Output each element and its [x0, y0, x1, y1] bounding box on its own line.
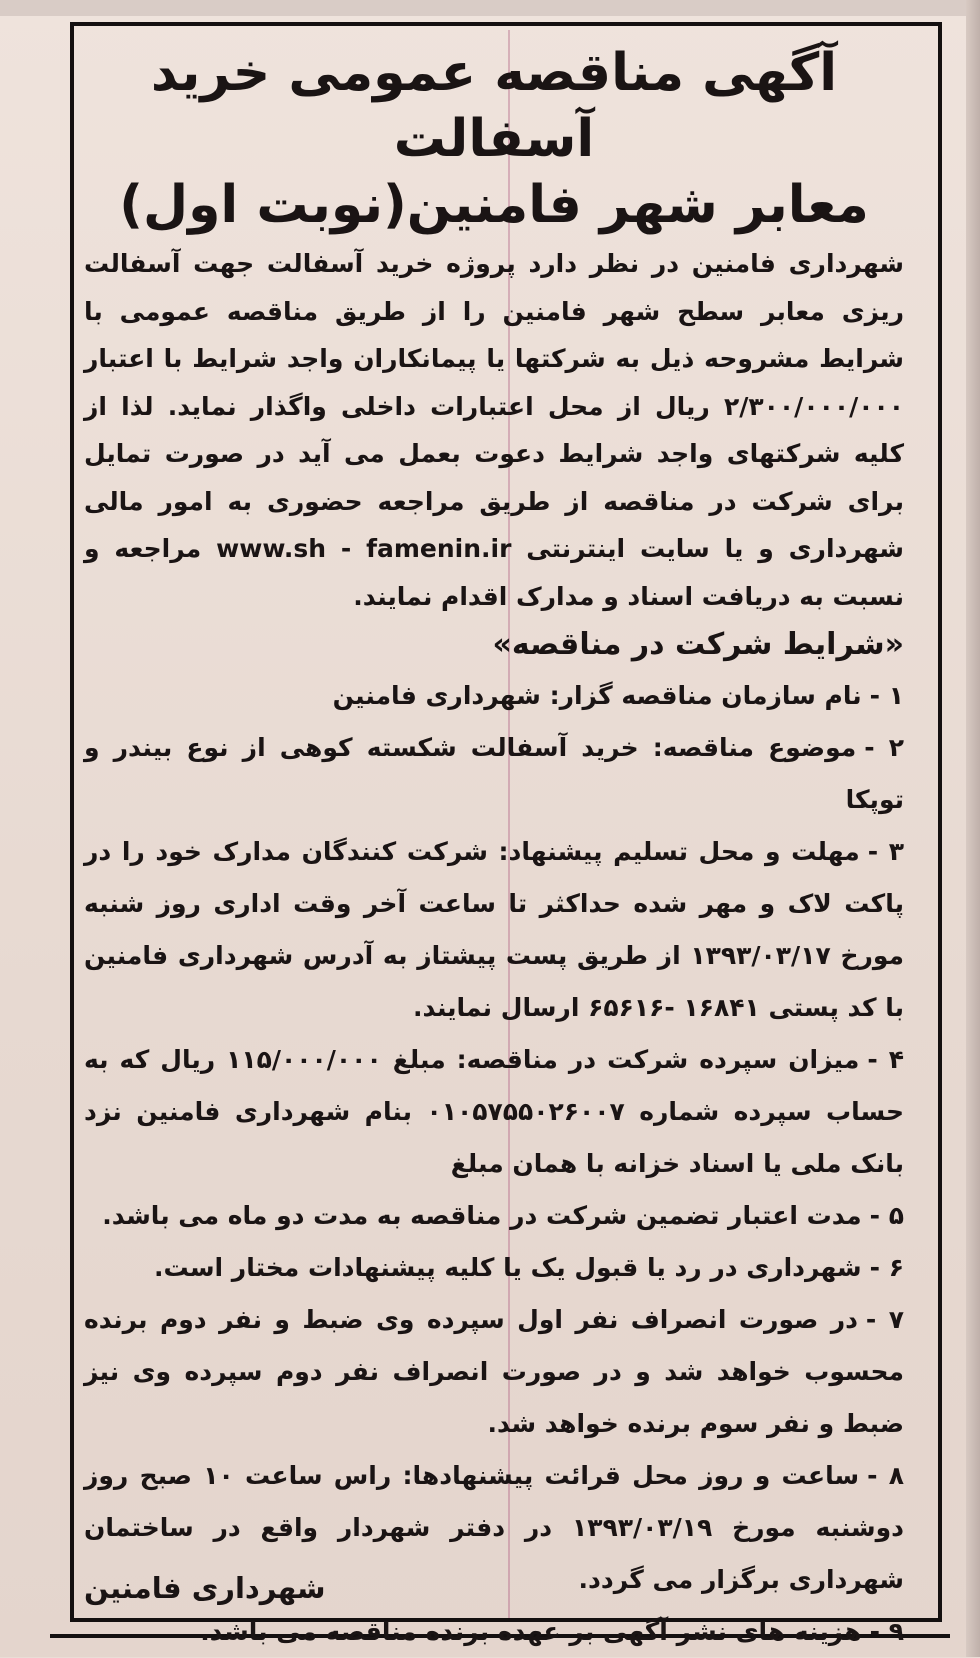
- item-text: در صورت انصراف نفر اول سپرده وی ضبط و نفر دوم برنده محسوب خواهد شد و در صورت انصراف نفر دوم سپرده وی نیز ضبط و نفر سوم برنده خواهد شد.: [84, 1305, 904, 1438]
- title-line-2: معابر شهر فامنین(نوبت اول): [119, 175, 869, 235]
- notice-footer: [84, 1566, 904, 1610]
- item-text: میزان سپرده شرکت در مناقصه: مبلغ ۱۱۵/۰۰۰/۰۰۰ ریال که به حساب سپرده شماره ۰۱۰۵۷۵۵۰۲۶۰۰۷ بنام شهرداری فامنین نزد بانک ملی یا اسناد خزانه با همان مبلغ: [84, 1045, 904, 1178]
- intro-paragraph: [84, 240, 904, 620]
- item-number: ۱ -: [869, 681, 904, 710]
- item-number: ۷ -: [865, 1305, 904, 1334]
- item-number: ۳ -: [867, 837, 904, 866]
- item-number: ۶ -: [869, 1253, 904, 1282]
- condition-item-7: [84, 1294, 904, 1450]
- item-text: مهلت و محل تسلیم پیشنهاد: شرکت کنندگان مدارک خود را در پاکت لاک و مهر شده حداکثر تا ساعت آخر وقت اداری روز شنبه مورخ ۱۳۹۳/۰۳/۱۷ از طریق پست پیشتاز به آدرس شهرداری فامنین با کد پستی ۱۶۸۴۱ -۶۵۶۱۶ ارسال نمایند.: [84, 837, 904, 1022]
- condition-item-1: [84, 670, 904, 722]
- signature: شهرداری فامنین: [84, 1571, 326, 1605]
- item-number: ۴ -: [867, 1045, 904, 1074]
- item-text: موضوع مناقصه: خرید آسفالت شکسته کوهی از نوع بیندر و توپکا: [84, 733, 904, 814]
- condition-item-6: [84, 1242, 904, 1294]
- conditions-heading: «شرایط شرکت در مناقصه»: [492, 627, 904, 662]
- condition-item-3: [84, 826, 904, 1034]
- condition-item-5: [84, 1190, 904, 1242]
- item-number: ۵ -: [869, 1201, 904, 1230]
- condition-item-4: [84, 1034, 904, 1190]
- item-text: ساعت و روز محل قرائت پیشنهادها: راس ساعت ۱۰ صبح روز دوشنبه مورخ ۱۳۹۳/۰۳/۱۹ در دفتر شهردار واقع در ساختمان شهرداری برگزار می گردد.: [84, 1461, 904, 1594]
- intro-text: شهرداری فامنین در نظر دارد پروژه خرید آسفالت جهت آسفالت ریزی معابر سطح شهر فامنین را از طریق مناقصه عمومی با شرایط مشروحه ذیل به شرکتها یا پیمانکاران واجد شرایط با اعتبار ۲/۳۰۰/۰۰۰/۰۰۰ ریال از محل اعتبارات داخلی واگذار نماید. لذا از کلیه شرکتهای واجد شرایط دعوت بعمل می آید در صورت تمایل برای شرکت در مناقصه از طریق مراجعه حضوری به امور مالی شهرداری و یا سایت اینترنتی: [84, 249, 904, 563]
- condition-item-9: [84, 1606, 904, 1658]
- item-number: ۹ -: [869, 1617, 904, 1646]
- notice-title: [84, 40, 904, 238]
- item-text: شهرداری در رد یا قبول یک یا کلیه پیشنهادات مختار است.: [153, 1253, 862, 1282]
- item-number: ۲ -: [864, 733, 904, 762]
- item-text: نام سازمان مناقصه گزار: شهرداری فامنین: [332, 681, 862, 710]
- notice-body: [84, 40, 904, 1646]
- top-strip: [0, 0, 980, 16]
- item-text: مدت اعتبار تضمین شرکت در مناقصه به مدت دو ماه می باشد.: [102, 1201, 862, 1230]
- condition-item-2: [84, 722, 904, 826]
- intro-end-text: مراجعه و نسبت به دریافت اسناد و مدارک اقدام نمایند.: [84, 534, 904, 611]
- item-text: هزینه های نشر آگهی بر عهده برنده مناقصه می باشد.: [200, 1617, 862, 1646]
- item-number: ۸ -: [867, 1461, 904, 1490]
- title-line-1: آگهی مناقصه عمومی خرید آسفالت: [150, 43, 838, 169]
- page-edge: [966, 0, 980, 1657]
- website-url: www.sh - famenin.ir: [216, 534, 512, 563]
